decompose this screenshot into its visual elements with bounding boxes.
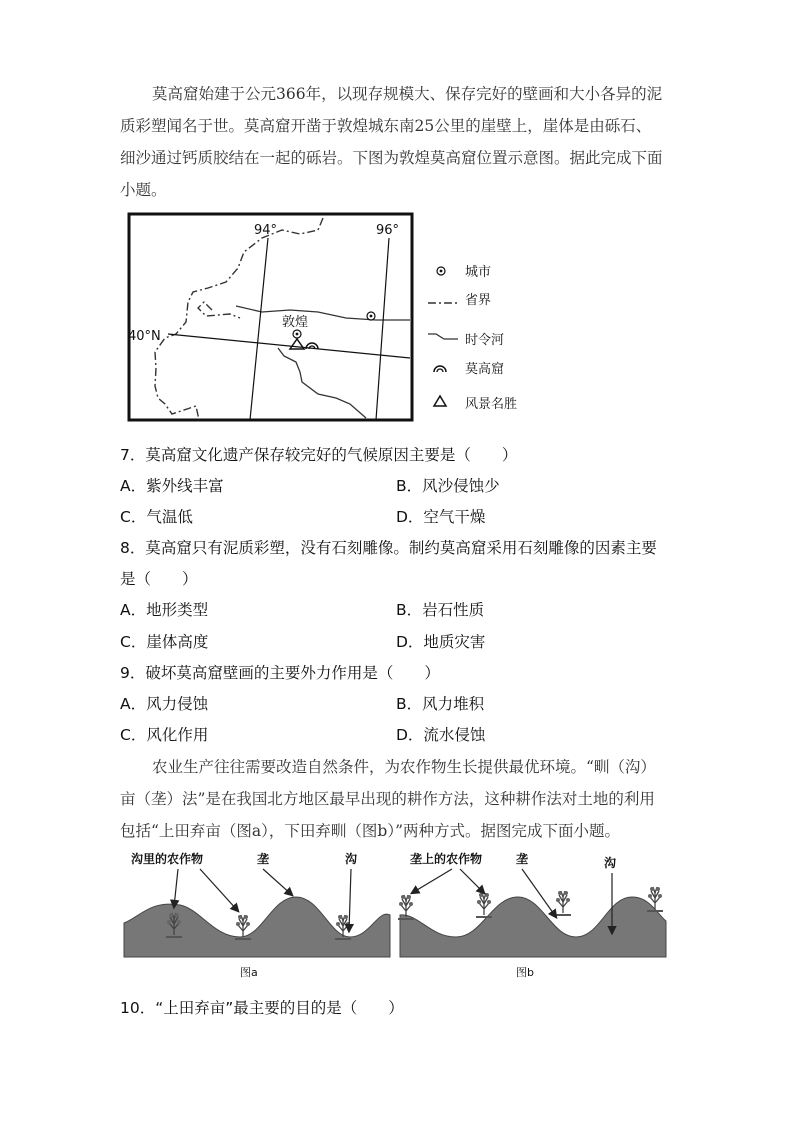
legend-city-label: 城市 [465,265,492,280]
question-7-stem: 7．莫高窟文化遗产保存较完好的气候原因主要是（ ） [120,446,518,464]
figure-b-ground [400,897,666,957]
figure-a-arrow-3 [263,869,292,895]
city-icon [437,267,445,275]
figure-a-arrow-1 [174,869,178,907]
legend-border-label: 省界 [465,293,492,308]
dunhuang-label: 敦煌 [282,315,309,330]
legend-river-label: 时令河 [465,333,505,348]
furrow-ridge-figure [0,845,794,985]
figure-b-arrow-1 [412,869,452,893]
question-8-option-d[interactable]: D．地质灾害 [396,633,486,651]
question-9-option-a[interactable]: A．风力侵蚀 [120,695,209,713]
figure-b-plant-3 [555,891,571,915]
river-icon [428,334,458,339]
cave-icon [434,366,446,372]
passage-2 [120,751,680,847]
figure-b-label-ridge: 垄 [516,852,529,866]
passage-1-line-1: 莫高窟始建于公元366年，以现存规模大、保存完好的壁画和大小各异的泥 [152,85,663,103]
passage-1-line-3: 细沙通过钙质胶结在一起的砾岩。下图为敦煌莫高窟位置示意图。据此完成下面 [120,149,663,167]
figure-b-arrow-2 [460,869,484,893]
legend-scenic-label: 风景名胜 [465,397,518,412]
question-7-option-b[interactable]: B．风沙侵蚀少 [396,477,500,495]
question-8-option-b[interactable]: B．岩石性质 [396,601,485,619]
dunhuang-location-map [0,208,794,438]
question-9-option-c[interactable]: C．风化作用 [120,726,209,744]
question-9-option-b[interactable]: B．风力堆积 [396,695,485,713]
scenic-spot-legend-icon [434,396,446,406]
lat-40n-label: 40°N [128,329,161,344]
figure-b-label-crops-on-ridge: 垄上的农作物 [410,852,483,866]
figure-a-label-furrow: 沟 [345,852,358,866]
figure-b-caption: 图b [516,966,534,979]
figure-b [398,851,666,979]
question-8-stem-line-1: 8．莫高窟只有泥质彩塑，没有石刻雕像。制约莫高窟采用石刻雕像的因素主要 [120,539,657,557]
legend-cave-label: 莫高窟 [465,362,505,377]
figure-a [124,851,390,979]
passage-1 [120,78,680,206]
passage-2-line-2: 亩（垄）法”是在我国北方地区最早出现的耕作方法，这种耕作法对土地的利用 [120,790,655,808]
question-8-stem-line-2: 是（ ） [120,570,198,588]
lon-94-label: 94° [254,223,278,238]
figure-a-arrow-2 [200,869,238,911]
other-city-icon [367,312,375,320]
question-9-stem: 9．破坏莫高窟壁画的主要外力作用是（ ） [120,664,440,682]
question-8-option-a[interactable]: A．地形类型 [120,601,209,619]
lon-96-label: 96° [376,223,400,238]
question-10-stem: 10．“上田弃亩”最主要的目的是（ ） [120,999,404,1017]
figure-a-label-crops-in-furrow: 沟里的农作物 [131,852,204,866]
figure-a-label-ridge: 垄 [257,852,270,866]
dunhuang-city-icon [293,330,301,338]
figure-a-arrow-4 [349,869,351,931]
figure-a-caption: 图a [240,966,258,979]
question-7-option-c[interactable]: C．气温低 [120,508,193,526]
passage-2-line-1: 农业生产往往需要改造自然条件，为农作物生长提供最优环境。“甽（沟） [152,758,656,776]
question-8-option-c[interactable]: C．崖体高度 [120,633,209,651]
passage-2-line-3: 包括“上田弃亩（图a），下田弃甽（图b）”两种方式。据图完成下面小题。 [120,822,621,840]
passage-1-line-4: 小题。 [120,181,167,199]
question-7-option-d[interactable]: D．空气干燥 [396,508,486,526]
question-9-option-d[interactable]: D．流水侵蚀 [396,726,486,744]
map-legend [428,265,517,412]
figure-b-plant-2 [476,893,492,917]
passage-1-line-2: 质彩塑闻名于世。莫高窟开凿于敦煌城东南25公里的崖壁上，崖体是由砾石、 [120,117,652,135]
question-7-option-a[interactable]: A．紫外线丰富 [120,477,224,495]
figure-b-label-furrow: 沟 [604,856,617,870]
